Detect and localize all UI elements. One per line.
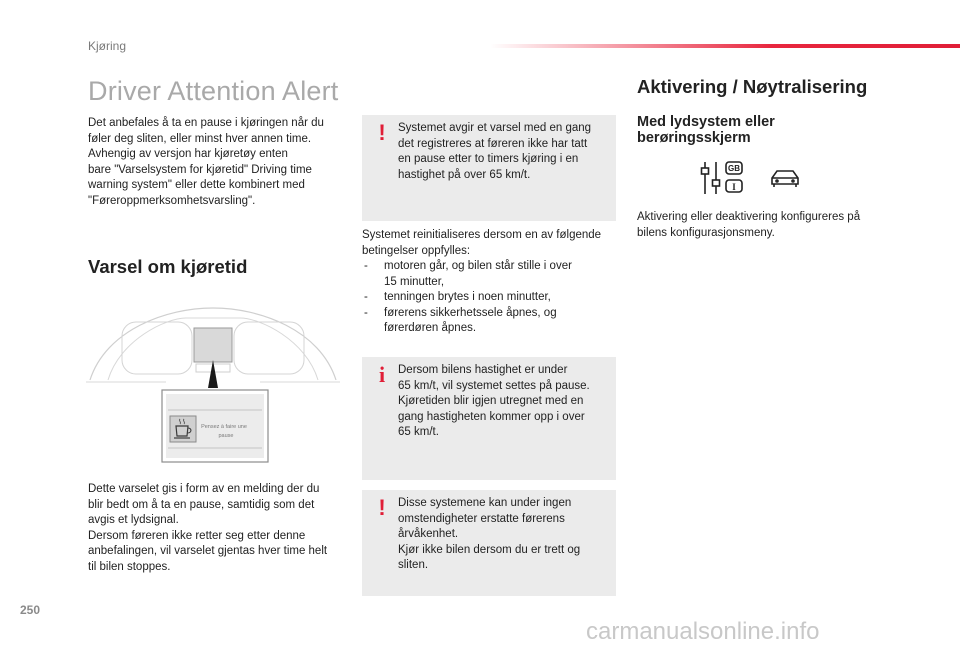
list-item [362,290,622,306]
warning-line: det registreres at føreren ikke har tatt [398,137,588,150]
list-item-line: førerdøren åpnes. [384,322,477,334]
warning-line: en pause etter to timers kjøring i en [398,153,579,165]
settings-icons [700,160,810,196]
page-title: Driver Attention Alert [88,76,339,106]
info-line: Dersom bilens hastighet er under [398,364,568,376]
activation-line: bilens konfigurasjonsmeny. [637,226,775,239]
figure-display-text: pause [218,433,234,439]
caption-line: anbefalingen, vil varselet gjentas hver time helt [88,545,328,557]
watermark: carmanualsonline.info [586,618,820,645]
caption-line: til bilen stoppes. [88,560,171,573]
warning-line: Kjør ikke bilen dersom du er trett og [398,543,581,556]
intro-line: Avhengig av versjon har kjøretøy enten [88,148,288,160]
info-icon: i [378,362,386,387]
warning-box-two-hours [362,115,616,221]
caption-line: Dette varselet gis i form av en melding der du [88,483,320,495]
warning-icon: ! [378,495,386,520]
activation-text [637,210,897,241]
list-item [362,306,622,337]
list-dash: - [364,260,368,272]
section-label: Kjøring [88,39,127,53]
reinit-intro-line: Systemet reinitialiseres dersom en av følgende [362,229,602,241]
list-dash: - [364,291,368,303]
list-item-line: motoren går, og bilen står stille i over [384,260,572,272]
warning-box-vigilance [362,490,616,596]
language-gb-label: GB [728,164,740,173]
intro-line: Det anbefales å ta en pause i kjøringen når du [88,117,324,129]
activation-line: Aktivering eller deaktivering konfigureres på [637,211,861,223]
list-item [362,259,622,290]
heading-activation: Aktivering / Nøytralisering [637,76,868,97]
warning-line: Systemet avgir et varsel med en gang [398,122,592,134]
intro-line: føler deg sliten, eller minst hver annen time. [88,132,312,145]
intro-line: bare "Varselsystem for kjøretid" Driving time [88,163,312,176]
subheading-line: berøringsskjerm [637,130,751,146]
info-box-speed-pause [362,357,616,480]
page-number: 250 [20,603,41,617]
reinit-conditions [362,228,622,337]
warning-line: Disse systemene kan under ingen [398,497,572,509]
header-accent-bar [490,44,960,48]
info-line: gang hastigheten kommer opp i over [398,410,585,423]
caption-line: Dersom føreren ikke retter seg etter denne [88,529,306,542]
alert-caption [88,482,348,575]
warning-text [398,121,606,183]
heading-driving-time-alert: Varsel om kjøretid [88,256,248,277]
warning-line: årvåkenhet. [398,528,459,540]
instrument-panel-figure [86,300,340,465]
caption-line: avgis et lydsignal. [88,514,179,526]
warning-line: omstendigheter erstatte førerens [398,512,565,525]
caption-line: blir bedt om å ta en pause, samtidig som det [88,498,315,511]
warning-icon: ! [378,120,386,145]
info-i-label: I [732,182,736,192]
warning-line: sliten. [398,559,429,571]
warning-text [398,496,606,574]
reinit-intro-line: betingelser oppfylles: [362,244,471,257]
intro-paragraph [88,116,348,209]
intro-line: "Føreroppmerksomhetsvarsling". [88,194,256,207]
intro-line: warning system" eller dette kombinert med [88,179,305,191]
info-line: 65 km/t, vil systemet settes på pause. [398,379,590,392]
subheading-audio-touchscreen [637,114,775,146]
list-item-line: førerens sikkerhetssele åpnes, og [384,306,557,319]
info-text [398,363,606,441]
list-dash: - [364,306,368,319]
car-icon [772,171,798,187]
list-item-line: tenningen brytes i noen minutter, [384,291,551,303]
list-item-line: 15 minutter, [384,275,445,288]
info-line: Kjøretiden blir igjen utregnet med en [398,395,584,407]
subheading-line: Med lydsystem eller [637,114,775,130]
warning-line: hastighet på over 65 km/t. [398,168,531,181]
info-line: 65 km/t. [398,426,439,438]
reinit-list [362,259,622,337]
figure-display-text: Pensez à faire une [201,424,247,430]
